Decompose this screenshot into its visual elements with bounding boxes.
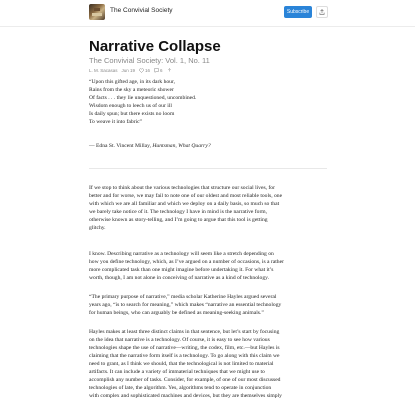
divider xyxy=(89,168,327,169)
comment-icon xyxy=(154,68,159,73)
epigraph-line: To weave it into fabric” xyxy=(89,118,143,125)
article-title: Narrative Collapse xyxy=(89,38,221,55)
comment-count: 6 xyxy=(160,67,163,73)
share-post-icon xyxy=(167,68,172,73)
epigraph-line: “Upon this gifted age, in its dark hour, xyxy=(89,79,175,85)
epigraph-line: Rains from the sky a meteoric shower xyxy=(89,86,174,93)
epigraph-line: Is daily spun; but there exists no loom xyxy=(89,110,175,117)
share-post-button[interactable] xyxy=(167,68,172,73)
paragraph: “The primary purpose of narrative,” media scholar Katherine Hayles argued several years ago, “is to search for meaning,” which makes “narrative an essential technology for human beings, who can arguably be defined as meaning-seeking animals.” xyxy=(89,294,282,317)
epigraph-attribution: — Edna St. Vincent Millay, Huntsman, What Quarry? xyxy=(89,143,211,149)
share-button[interactable] xyxy=(316,6,328,18)
epigraph xyxy=(89,79,196,126)
article-subtitle: The Convivial Society: Vol. 1, No. 11 xyxy=(89,56,210,65)
publish-date: Jun 19 xyxy=(121,67,136,73)
epigraph-line: Wisdom enough to leech us of our ill xyxy=(89,102,172,109)
paragraph: Hayles makes at least three distinct claims in that sentence, but let’s start by focusing on the idea that narrative is a technology. Of course, it is easy to see how various technologies shape the use of narrative—writing, the codex, film, etc.—but Hayles is claiming that the narrative form itself is a technology. To go along with this claim we need to grant, as I think we should, that the technological is not limited to material artifacts. It can include a variety of immaterial techniques that we might use to accomplish any number of tasks. Consider, for example, of one of our most discussed technologies of late, the algorithm. Yes, algorithms tend to operate in conjunction with complex and sophisticated machines and devices, but they are themselves simply xyxy=(89,329,282,400)
comments-button[interactable] xyxy=(154,68,163,73)
publication-logo[interactable] xyxy=(89,4,105,20)
author-name[interactable]: L. M. Sacasas xyxy=(89,67,118,73)
top-bar xyxy=(0,0,415,27)
heart-icon xyxy=(139,68,144,73)
paragraph: I know. Describing narrative as a technology will seem like a stretch depending on how you define technology, which, as I’ve argued on a number of occasions, is a rather more complicated task than one might imagine before undertaking it. For what it’s worth, though, I am not alone in conceiving of narrative as a kind of technology. xyxy=(89,251,284,282)
paragraph: If we stop to think about the various technologies that structure our social lives, for better and for worse, we may fail to note one of our oldest and most reliable tools, one with which we are all familiar and which we deploy on a daily basis, so much so that we barely take notice of it. The technology I have in mind is the narrative form, otherwise known as story-telling, and I’m going to argue that this tool is getting glitchy. xyxy=(89,185,283,232)
publication-name[interactable]: The Convivial Society xyxy=(110,7,173,14)
like-count: 16 xyxy=(145,67,151,73)
subscribe-button[interactable]: Subscribe xyxy=(284,6,312,18)
epigraph-line: Of facts . . . they lie unquestioned, uncombined. xyxy=(89,94,197,101)
like-button[interactable] xyxy=(139,68,150,73)
attribution-work: Huntsman, What Quarry? xyxy=(152,143,211,149)
share-icon xyxy=(319,9,325,15)
article-meta xyxy=(89,66,172,74)
